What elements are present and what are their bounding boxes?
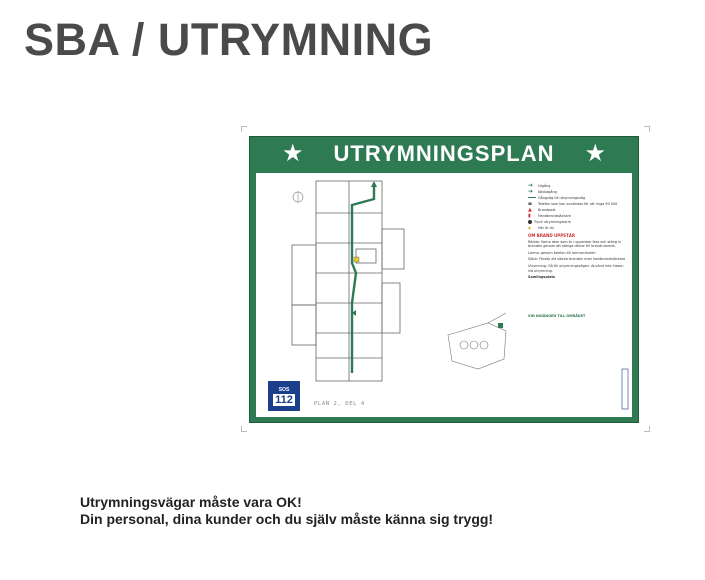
legend-footer: VID INGÅNGEN TILL OMRÅDET: [528, 313, 586, 318]
instruction-paragraph: Utrymning: Gå till utrymningsvägen. Använd inte hissen vid utrymning.: [528, 263, 624, 273]
legend-item: Gångväg till utrymningsväg: [528, 195, 628, 201]
instruction-paragraph: Larma: genom telefon till larmcentralen: [528, 250, 596, 255]
evacuation-plan-image: [243, 128, 648, 430]
crop-mark: [241, 126, 247, 132]
exit-arrow-icon: ➔: [528, 182, 534, 189]
sos-112-logo: SOS 112: [268, 381, 300, 411]
instruction-paragraph: Släck: Försök att släcka branden med handbrandsläckare: [528, 257, 626, 262]
evacuation-sign: [249, 136, 639, 423]
sign-header: [250, 137, 638, 171]
instruction-paragraph: Samlingsplats: [528, 275, 555, 280]
page-title: SBA / UTRYMNING: [24, 14, 434, 65]
hydrant-icon: ▲: [528, 207, 532, 213]
legend-item: Tryck utrymningslarm: [528, 219, 628, 225]
evacuation-route: [352, 181, 377, 373]
legend-item: ➔ Nödutgång: [528, 188, 557, 195]
plan-label: PLAN 2, DEL 4: [314, 401, 365, 407]
fire-instructions-title: OM BRAND UPPSTÅR: [528, 233, 575, 238]
crop-mark: [644, 126, 650, 132]
crop-mark: [241, 426, 247, 432]
sign-title: UTRYMNINGSPLAN: [333, 141, 555, 166]
legend: [528, 183, 628, 320]
phone-icon: ☎: [528, 202, 533, 206]
you-are-here-icon: ◉: [528, 226, 531, 230]
alarm-button-icon: [528, 220, 532, 224]
legend-item: ◉ Här är du: [528, 225, 554, 230]
building-outline: [292, 181, 404, 381]
assembly-point-icon: [498, 323, 503, 328]
star-icon: ★: [282, 140, 304, 167]
legend-item: ➔ Utgång: [528, 182, 551, 189]
instruction-paragraph: Rädda: Varna dem som är i uppenbar fara och stäng in branden genom att stänga dörrar till brandrummet.: [528, 239, 622, 249]
scale-bar: [622, 369, 628, 409]
crop-mark: [644, 426, 650, 432]
legend-item: ▮ Handbrandsläckare: [528, 213, 571, 219]
star-icon: ★: [584, 140, 606, 167]
caption-line-1: Utrymningsvägar måste vara OK!: [80, 494, 302, 510]
caption-line-2: Din personal, dina kunder och du själv måste känna sig trygg!: [80, 511, 494, 527]
emergency-exit-icon: ➔: [528, 188, 534, 195]
sign-body: [256, 173, 632, 417]
legend-item: ▲ Brandpost: [528, 207, 556, 213]
caption: [80, 494, 493, 528]
legend-item: ☎ Telefon som kan användas för att ringa 90 000: [528, 201, 618, 206]
extinguisher-icon: ▮: [528, 213, 531, 219]
site-map: [448, 313, 506, 369]
route-line-icon: [528, 197, 536, 201]
